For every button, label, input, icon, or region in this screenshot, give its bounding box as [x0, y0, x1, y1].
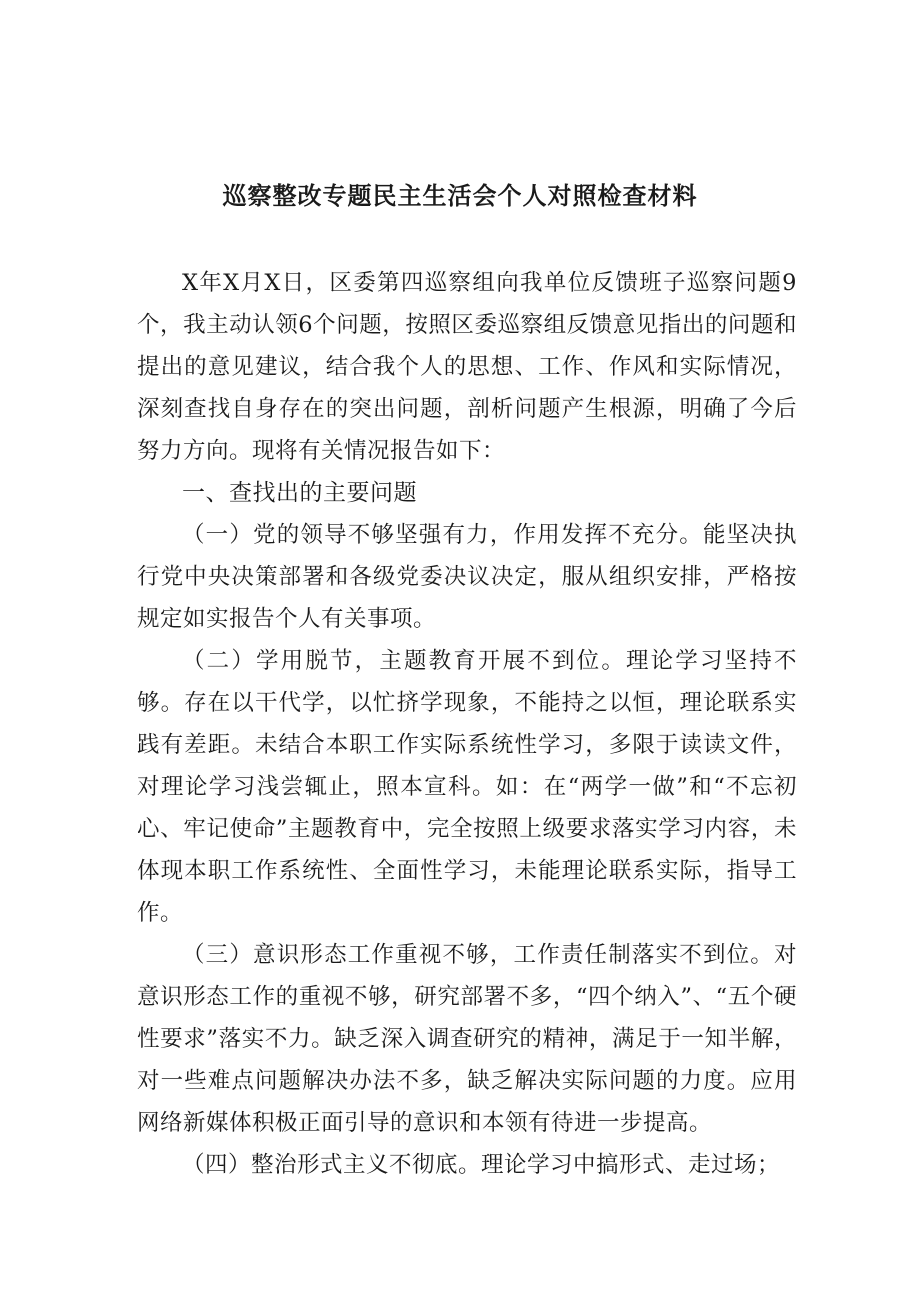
document-title: 巡察整改专题民主生活会个人对照检查材料 [222, 182, 698, 210]
problem-item-2: （二）学用脱节，主题教育开展不到位。理论学习坚持不够。存在以干代学，以忙挤学现象，不能持之以恒，理论联系实践有差距。未结合本职工作实际系统性学习，多限于读读文件，对理论学习浅尝辄止，照本宣科。如：在“两学一做”和“不忘初心、牢记使命”主题教育中，完全按照上级要求落实学习内容，未体现本职工作系统性、全面性学习，未能理论联系实际，指导工作。 [137, 648, 797, 926]
intro-paragraph: X年X月X日，区委第四巡察组向我单位反馈班子巡察问题9个，我主动认领6个问题，按照区委巡察组反馈意见指出的问题和提出的意见建议，结合我个人的思想、工作、作风和实际情况，深刻查找自身存在的突出问题，剖析问题产生根源，明确了今后努力方向。现将有关情况报告如下： [137, 270, 797, 464]
problem-item-1: （一）党的领导不够坚强有力，作用发挥不充分。能坚决执行党中央决策部署和各级党委决议决定，服从组织安排，严格按规定如实报告个人有关事项。 [137, 522, 797, 632]
section-heading-problems: 一、查找出的主要问题 [182, 480, 417, 506]
problem-item-3: （三）意识形态工作重视不够，工作责任制落实不到位。对意识形态工作的重视不够，研究部署不多，“四个纳入”、“五个硬性要求”落实不力。缺乏深入调查研究的精神，满足于一知半解，对一些难点问题解决办法不多，缺乏解决实际问题的力度。应用网络新媒体积极正面引导的意识和本领有待进一步提高。 [137, 942, 797, 1136]
problem-item-4: （四）整治形式主义不彻底。理论学习中搞形式、走过场； [182, 1152, 781, 1178]
document-body [137, 262, 797, 1186]
